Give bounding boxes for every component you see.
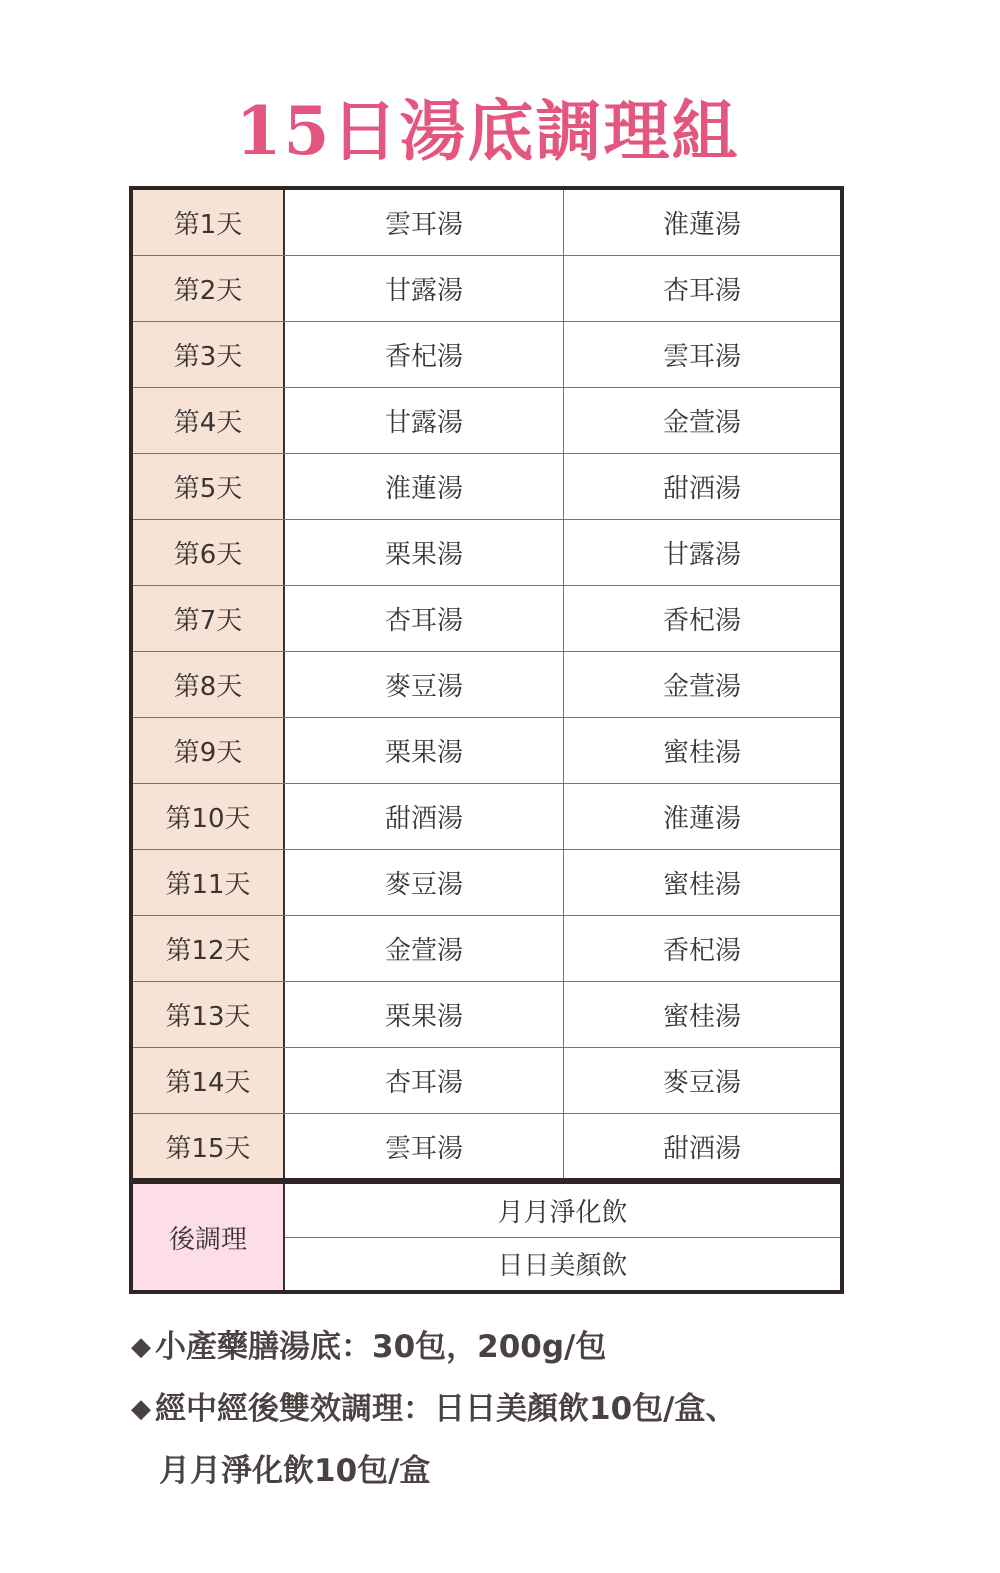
schedule-table	[129, 186, 844, 1182]
soup-cell-2: 雲耳湯	[662, 342, 741, 372]
soup-cell-1: 甘露湯	[285, 256, 564, 321]
diamond-bullet-icon: ◆	[131, 1394, 151, 1424]
soup-cell-2: 甘露湯	[662, 540, 741, 570]
soup-cell-1: 麥豆湯	[285, 652, 564, 717]
soup-cell-2: 麥豆湯	[662, 1068, 741, 1098]
schedule-row	[133, 388, 840, 454]
soup-cell-1: 杏耳湯	[285, 1048, 564, 1113]
soup-cell-1: 栗果湯	[285, 520, 564, 585]
day-cell: 第9天	[133, 718, 285, 783]
note-line	[131, 1378, 891, 1440]
after-care-table	[129, 1180, 844, 1294]
soup-cell-1: 甜酒湯	[285, 784, 564, 849]
soup-cell-1: 栗果湯	[285, 718, 564, 783]
day-cell: 第6天	[133, 520, 285, 585]
schedule-row	[133, 586, 840, 652]
day-cell: 第8天	[133, 652, 285, 717]
schedule-row	[133, 982, 840, 1048]
soup-cell-2: 蜜桂湯	[662, 870, 741, 900]
day-cell: 第15天	[133, 1114, 285, 1178]
soup-cell-2: 蜜桂湯	[662, 1002, 741, 1032]
soup-cell-2: 金萱湯	[662, 672, 741, 702]
soup-cell-2: 香杞湯	[662, 936, 741, 966]
soup-cell-1: 杏耳湯	[285, 586, 564, 651]
soup-cell-1: 金萱湯	[285, 916, 564, 981]
soup-cell-1: 香杞湯	[285, 322, 564, 387]
day-cell: 第1天	[133, 190, 285, 255]
note-text: 小產藥膳湯底：30包，200g/包	[155, 1329, 607, 1365]
soup-cell-2: 淮蓮湯	[662, 210, 741, 240]
day-cell: 第14天	[133, 1048, 285, 1113]
day-cell: 第11天	[133, 850, 285, 915]
after-care-item: 月月淨化飲	[285, 1184, 840, 1238]
day-cell: 第10天	[133, 784, 285, 849]
schedule-row	[133, 718, 840, 784]
day-cell: 第3天	[133, 322, 285, 387]
soup-cell-2: 香杞湯	[662, 606, 741, 636]
soup-cell-2: 杏耳湯	[662, 276, 741, 306]
day-cell: 第4天	[133, 388, 285, 453]
soup-cell-1: 甘露湯	[285, 388, 564, 453]
soup-cell-2: 甜酒湯	[662, 1133, 741, 1164]
diamond-bullet-icon: ◆	[131, 1332, 151, 1362]
after-care-label: 後調理	[133, 1184, 285, 1290]
after-care-items	[285, 1184, 840, 1290]
day-cell: 第7天	[133, 586, 285, 651]
schedule-row	[133, 454, 840, 520]
day-cell: 第13天	[133, 982, 285, 1047]
note-line	[131, 1316, 891, 1378]
notes	[131, 1316, 891, 1502]
note-text: 經中經後雙效調理：日日美顏飲10包/盒、	[155, 1391, 737, 1427]
schedule-row	[133, 520, 840, 586]
schedule-row	[133, 1114, 840, 1178]
schedule-row	[133, 916, 840, 982]
schedule-row	[133, 652, 840, 718]
schedule-row	[133, 256, 840, 322]
schedule-row	[133, 322, 840, 388]
soup-cell-2: 甜酒湯	[662, 474, 741, 504]
soup-cell-1: 雲耳湯	[285, 1114, 564, 1178]
page-title: 15日湯底調理組	[235, 92, 740, 170]
soup-cell-2: 蜜桂湯	[662, 738, 741, 768]
schedule-row	[133, 850, 840, 916]
day-cell: 第12天	[133, 916, 285, 981]
soup-cell-2: 金萱湯	[662, 408, 741, 438]
after-care-item: 日日美顏飲	[497, 1251, 628, 1282]
day-cell: 第5天	[133, 454, 285, 519]
schedule-row	[133, 190, 840, 256]
soup-cell-1: 麥豆湯	[285, 850, 564, 915]
schedule-row	[133, 1048, 840, 1114]
soup-cell-1: 雲耳湯	[285, 190, 564, 255]
soup-cell-2: 淮蓮湯	[662, 804, 741, 834]
soup-cell-1: 栗果湯	[285, 982, 564, 1047]
day-cell: 第2天	[133, 256, 285, 321]
schedule-row	[133, 784, 840, 850]
soup-cell-1: 淮蓮湯	[285, 454, 564, 519]
note-text-continued: 月月淨化飲10包/盒	[159, 1453, 431, 1489]
